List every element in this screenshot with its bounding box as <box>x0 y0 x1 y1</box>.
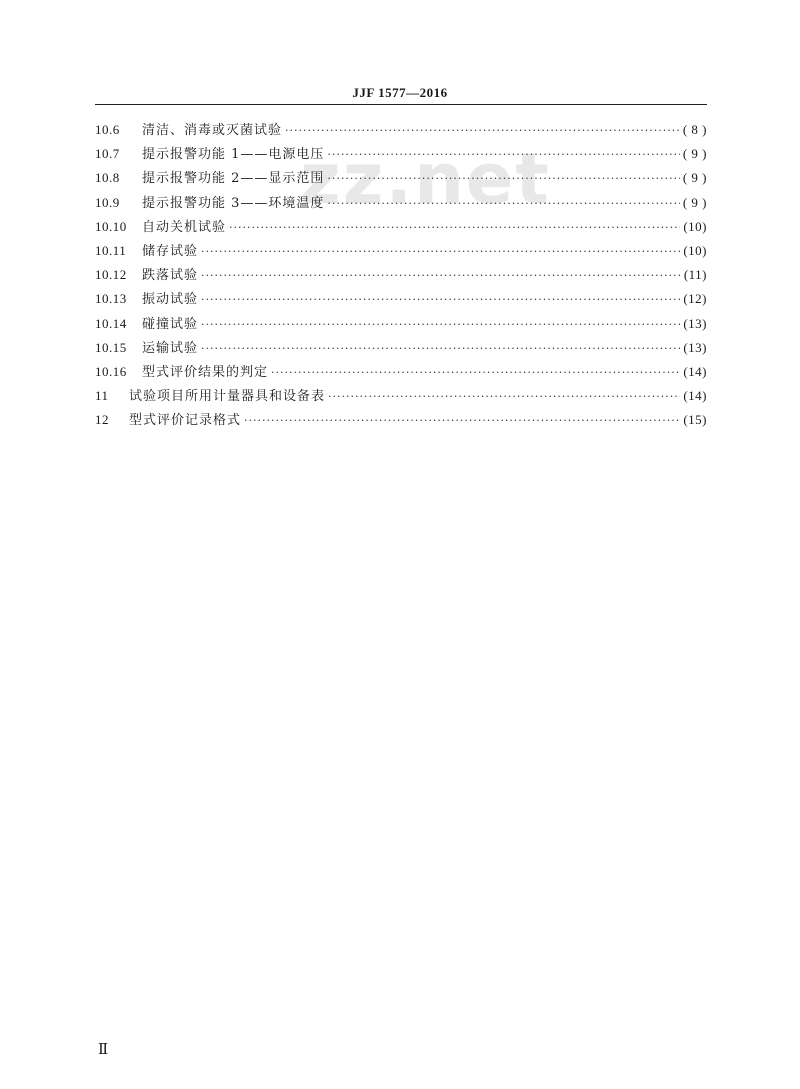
toc-entry-number: 10.7 <box>95 146 120 162</box>
toc-entry-title: 型式评价结果的判定 <box>142 364 269 380</box>
toc-entry-number: 10.14 <box>95 315 127 331</box>
toc-entry-title: 提示报警功能 2——显示范围 <box>142 171 325 187</box>
toc-entry[interactable] <box>95 118 707 142</box>
toc-entry-number: 10.13 <box>95 291 127 307</box>
toc-entry[interactable] <box>95 360 707 384</box>
toc-leader-dots <box>271 361 680 385</box>
toc-entry-title: 提示报警功能 1——电源电压 <box>142 147 325 163</box>
table-of-contents <box>95 118 707 432</box>
toc-entry-number: 10.10 <box>95 218 127 234</box>
toc-entry-page: ( 8 ) <box>682 122 707 137</box>
toc-entry-page: (14) <box>683 363 707 379</box>
toc-entry-page: (13) <box>683 315 707 331</box>
toc-entry[interactable] <box>95 312 707 336</box>
toc-entry-title: 型式评价记录格式 <box>129 413 242 429</box>
toc-entry-number: 10.16 <box>95 363 127 379</box>
toc-entry-title: 运输试验 <box>142 340 199 356</box>
toc-entry-page: ( 9 ) <box>682 194 707 210</box>
page-number: Ⅱ <box>98 1042 109 1058</box>
toc-leader-dots <box>327 167 679 191</box>
toc-leader-dots <box>201 264 681 288</box>
toc-leader-dots <box>201 240 680 264</box>
toc-entry-number: 10.6 <box>95 122 120 137</box>
toc-entry-page: (14) <box>683 388 707 404</box>
toc-leader-dots <box>229 216 680 240</box>
toc-entry-title: 储存试验 <box>142 243 199 259</box>
toc-leader-dots <box>327 143 679 167</box>
toc-leader-dots <box>201 288 680 312</box>
toc-entry-page: ( 9 ) <box>682 146 707 162</box>
toc-entry[interactable] <box>95 239 707 263</box>
toc-leader-dots <box>327 192 679 216</box>
standard-code: JJF 1577—2016 <box>352 85 448 100</box>
toc-entry[interactable] <box>95 191 707 215</box>
toc-entry-number: 11 <box>95 388 109 404</box>
toc-entry-number: 10.8 <box>95 170 120 186</box>
toc-entry-title: 碰撞试验 <box>142 316 199 332</box>
toc-entry-title: 提示报警功能 3——环境温度 <box>142 195 325 211</box>
toc-entry[interactable] <box>95 263 707 287</box>
toc-entry-page: (12) <box>683 291 707 307</box>
toc-entry[interactable] <box>95 336 707 360</box>
toc-entry[interactable] <box>95 166 707 190</box>
toc-entry-title: 清洁、消毒或灭菌试验 <box>142 123 283 138</box>
toc-leader-dots <box>201 337 680 361</box>
toc-entry-number: 10.12 <box>95 267 127 283</box>
toc-leader-dots <box>285 119 680 143</box>
toc-entry-title: 振动试验 <box>142 292 199 308</box>
toc-entry[interactable] <box>95 384 707 408</box>
toc-entry[interactable] <box>95 215 707 239</box>
toc-leader-dots <box>328 385 680 409</box>
toc-entry-number: 10.15 <box>95 339 127 355</box>
header-divider <box>95 104 707 105</box>
toc-entry-title: 自动关机试验 <box>142 219 227 235</box>
toc-leader-dots <box>244 409 680 433</box>
toc-entry[interactable] <box>95 408 707 432</box>
toc-entry-page: (15) <box>683 412 707 428</box>
toc-entry-page: (11) <box>683 267 707 283</box>
toc-entry-number: 12 <box>95 412 109 428</box>
toc-entry-page: (10) <box>683 242 707 258</box>
toc-leader-dots <box>201 313 680 337</box>
toc-entry-title: 跌落试验 <box>142 268 199 284</box>
toc-entry-number: 10.9 <box>95 194 120 210</box>
watermark: zz.net <box>300 138 551 220</box>
toc-entry[interactable] <box>95 142 707 166</box>
toc-entry-number: 10.11 <box>95 242 127 258</box>
toc-entry-page: (10) <box>683 218 707 234</box>
toc-entry[interactable] <box>95 287 707 311</box>
toc-entry-page: ( 9 ) <box>682 170 707 186</box>
toc-entry-page: (13) <box>683 339 707 355</box>
toc-entry-title: 试验项目所用计量器具和设备表 <box>129 389 326 405</box>
